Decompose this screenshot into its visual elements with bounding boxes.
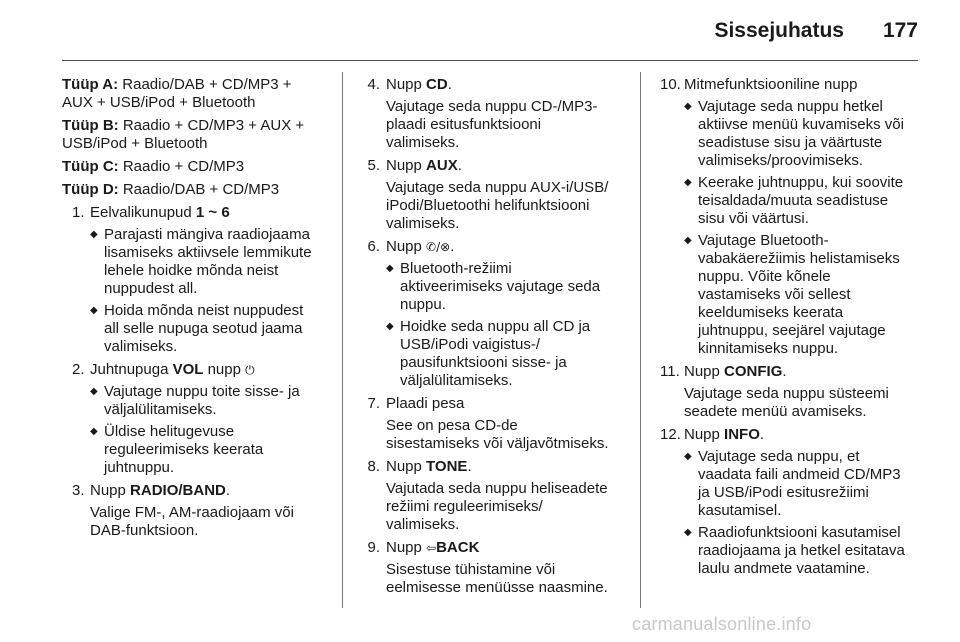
item-body: [684, 426, 922, 578]
column-divider-2: [640, 72, 641, 608]
description-line: DAB-funktsioon.: [90, 522, 199, 539]
bullet-line: lehele hoidke mõnda neist: [104, 262, 279, 279]
description-line: valimiseks.: [386, 516, 460, 533]
item-text: Eelvalikunupud: [90, 204, 196, 221]
bullet-text: [104, 423, 338, 477]
bullet-item: [684, 232, 922, 358]
bullet-item: [684, 98, 922, 170]
description-line: seadete menüü avamiseks.: [684, 403, 867, 420]
bullet-line: keeldumiseks keerata: [698, 304, 844, 321]
bullet-line: all selle nupuga seotud jaama: [104, 320, 303, 337]
type-entry: [62, 158, 338, 176]
bullet-line: Vajutage Bluetooth-: [698, 232, 829, 249]
item-body: [386, 76, 628, 152]
button-name: BACK: [436, 539, 480, 556]
list-item: [660, 363, 922, 421]
list-item: [72, 361, 338, 477]
item-text: .: [447, 76, 452, 93]
bullet-line: väljalülitamiseks.: [400, 372, 513, 389]
diamond-bullet-icon: ◆: [386, 263, 394, 274]
description-line: valimiseks.: [386, 215, 460, 232]
type-entry: [62, 117, 338, 153]
bullet-line: seadistuse sisu ja väärtuste: [698, 134, 883, 151]
column-divider-1: [342, 72, 343, 608]
item-number: 2.: [72, 361, 85, 378]
item-text: Plaadi pesa: [386, 395, 465, 412]
description-line: sisestamiseks või väljavõtmiseks.: [386, 435, 609, 452]
control-list-1: [62, 204, 338, 540]
item-number: 3.: [72, 482, 85, 499]
item-text: Nupp: [90, 482, 131, 499]
description-line: valimiseks.: [386, 134, 460, 151]
bullet-line: Hoida mõnda neist nuppudest: [104, 302, 304, 319]
bullet-line: USB/iPodi vaigistus-/: [400, 336, 541, 353]
item-text: .: [759, 426, 765, 443]
diamond-bullet-icon: ◆: [684, 451, 692, 462]
button-name: RADIO/BAND: [130, 482, 226, 499]
list-item: [362, 76, 628, 152]
bullet-line: kinnitamiseks nuppu.: [698, 340, 839, 357]
type-line: USB/iPod + Bluetooth: [62, 135, 208, 152]
item-body: [386, 395, 628, 453]
bullet-text: [400, 260, 628, 314]
item-body: [90, 482, 338, 540]
bullet-line: nuppu.: [400, 296, 446, 313]
bullet-line: sisu või väärtusi.: [698, 210, 809, 227]
item-heading: [90, 482, 338, 500]
description-line: Vajutage seda nuppu CD-/MP3-: [386, 98, 598, 115]
item-heading: [684, 363, 922, 381]
type-line: Raadio/DAB + CD/MP3: [122, 181, 280, 198]
button-name: TONE: [426, 458, 468, 475]
page-title: Sissejuhatus: [714, 19, 844, 42]
bullet-line: Keerake juhtnuppu, kui soovite: [698, 174, 904, 191]
type-entry: [62, 181, 338, 199]
description-line: plaadi esitusfunktsiooni: [386, 116, 542, 133]
item-number: 8.: [367, 458, 380, 475]
item-text: .: [467, 458, 472, 475]
bullet-line: valimiseks/proovimiseks.: [698, 152, 864, 169]
item-body: [386, 539, 628, 597]
button-name: CD: [426, 76, 448, 93]
item-text: Nupp: [684, 363, 725, 380]
type-line: AUX + USB/iPod + Bluetooth: [62, 94, 256, 111]
item-number: 5.: [367, 157, 380, 174]
description-line: Vajutage seda nuppu AUX-i/USB/: [386, 179, 609, 196]
item-heading: [386, 238, 628, 256]
column-2: [362, 76, 628, 602]
list-item: [362, 238, 628, 390]
item-heading: [386, 395, 628, 413]
item-number: 9.: [367, 539, 380, 556]
type-entry: [62, 76, 338, 112]
item-description: [386, 561, 628, 597]
diamond-bullet-icon: ◆: [90, 305, 98, 316]
item-body: [90, 204, 338, 356]
button-name: CONFIG: [724, 363, 783, 380]
item-body: [684, 76, 922, 358]
bullet-item: [386, 260, 628, 314]
bullet-line: nuppudest all.: [104, 280, 198, 297]
diamond-bullet-icon: ◆: [90, 386, 98, 397]
bullet-text: [698, 232, 922, 358]
item-number: 6.: [367, 238, 380, 255]
item-description: [386, 179, 628, 233]
list-item: [362, 539, 628, 597]
bullet-line: raadiojaama ja hetkel esitatava: [698, 542, 905, 559]
type-line: Raadio + CD/MP3: [122, 158, 245, 175]
list-item: [660, 426, 922, 578]
description-line: režiimi reguleerimiseks/: [386, 498, 543, 515]
item-text: Mitmefunktsiooniline nupp: [684, 76, 858, 93]
description-line: Sisestuse tühistamine või: [386, 561, 556, 578]
bullet-text: [698, 98, 922, 170]
phone-mute-icon: ✆/⊗: [426, 240, 451, 254]
button-name: AUX: [426, 157, 458, 174]
item-number: 10.: [660, 76, 681, 93]
item-body: [386, 238, 628, 390]
item-body: [386, 157, 628, 233]
item-text: .: [450, 238, 455, 255]
type-line: Raadio + CD/MP3 + AUX +: [122, 117, 305, 134]
diamond-bullet-icon: ◆: [684, 177, 692, 188]
bullet-line: reguleerimiseks keerata: [104, 441, 264, 458]
list-item: [362, 395, 628, 453]
bullet-item: [684, 448, 922, 520]
item-text: nupp: [203, 361, 246, 378]
diamond-bullet-icon: ◆: [684, 527, 692, 538]
column-3: [660, 76, 922, 583]
bullet-line: vastamiseks või sellest: [698, 286, 851, 303]
type-label: Tüüp C:: [62, 158, 119, 175]
item-text: Nupp: [386, 238, 427, 255]
item-text: Nupp: [386, 458, 427, 475]
description-line: iPodi/Bluetoothi helifunktsiooni: [386, 197, 590, 214]
bullet-text: [104, 302, 338, 356]
item-number: 1.: [72, 204, 85, 221]
item-text: Nupp: [386, 76, 427, 93]
header-divider: [62, 60, 918, 61]
item-text: Juhtnupuga: [90, 361, 173, 378]
item-text: .: [457, 157, 462, 174]
power-icon: ⏻: [245, 363, 255, 377]
bullet-item: [90, 302, 338, 356]
item-description: [684, 385, 922, 421]
list-item: [72, 204, 338, 356]
diamond-bullet-icon: ◆: [90, 426, 98, 437]
bullet-line: ja USB/iPodi esitusrežiimi: [698, 484, 869, 501]
item-description: [90, 504, 338, 540]
back-arrow-icon: ⇦: [426, 541, 437, 555]
bullet-text: [400, 318, 628, 390]
item-text: Nupp: [684, 426, 725, 443]
bullet-line: juhtnuppu, seejärel vajutage: [698, 322, 886, 339]
bullet-line: vaadata faili andmeid CD/MP3: [698, 466, 901, 483]
description-line: Vajutage seda nuppu süsteemi: [684, 385, 889, 402]
bullet-line: kasutamisel.: [698, 502, 782, 519]
bullet-line: valimiseks.: [104, 338, 178, 355]
page-header: [62, 18, 918, 46]
bullet-line: aktiveerimiseks vajutage seda: [400, 278, 601, 295]
list-item: [660, 76, 922, 358]
list-item: [362, 458, 628, 534]
bullet-line: Vajutage nuppu toite sisse- ja: [104, 383, 300, 400]
item-heading: [684, 426, 922, 444]
bullet-line: Vajutage seda nuppu, et: [698, 448, 860, 465]
type-label: Tüüp A:: [62, 76, 119, 93]
item-description: [386, 480, 628, 534]
item-description: [386, 98, 628, 152]
diamond-bullet-icon: ◆: [684, 235, 692, 246]
bullet-line: teisaldada/muuta seadistuse: [698, 192, 889, 209]
button-name: VOL: [172, 361, 204, 378]
bullet-line: pausifunktsiooni sisse- ja: [400, 354, 567, 371]
bullet-text: [698, 174, 922, 228]
bullet-text: [104, 383, 338, 419]
bullet-line: aktiivse menüü kuvamiseks või: [698, 116, 904, 133]
type-label: Tüüp D:: [62, 181, 119, 198]
item-text: .: [782, 363, 787, 380]
bullet-line: Bluetooth-režiimi: [400, 260, 512, 277]
item-heading: [90, 204, 338, 222]
item-heading: [386, 458, 628, 476]
button-name: 1 ~ 6: [195, 204, 230, 221]
bullet-text: [104, 226, 338, 298]
item-heading: [684, 76, 922, 94]
bullet-line: vabakäerežiimis helistamiseks: [698, 250, 900, 267]
diamond-bullet-icon: ◆: [684, 101, 692, 112]
list-item: [72, 482, 338, 540]
item-number: 4.: [367, 76, 380, 93]
item-body: [386, 458, 628, 534]
bullet-item: [386, 318, 628, 390]
bullet-line: nuppu. Võite kõnele: [698, 268, 831, 285]
item-body: [684, 363, 922, 421]
control-list-3: [660, 76, 922, 578]
radio-type-list: [62, 76, 338, 199]
item-text: Nupp: [386, 157, 427, 174]
item-heading: [386, 157, 628, 175]
bullet-item: [90, 226, 338, 298]
item-number: 11.: [660, 363, 680, 380]
description-line: eelmisesse menüüsse naasmine.: [386, 579, 608, 596]
description-line: Vajutada seda nuppu heliseadete: [386, 480, 608, 497]
item-text: .: [225, 482, 231, 499]
bullet-line: juhtnuppu.: [104, 459, 175, 476]
watermark: carmanualsonline.info: [632, 614, 812, 634]
bullet-item: [90, 383, 338, 419]
bullet-line: Parajasti mängiva raadiojaama: [104, 226, 310, 243]
item-heading: [386, 539, 628, 557]
bullet-item: [684, 524, 922, 578]
bullet-line: Vajutage seda nuppu hetkel: [698, 98, 883, 115]
bullet-text: [698, 448, 922, 520]
bullet-line: Üldise helitugevuse: [104, 423, 235, 440]
item-description: [386, 417, 628, 453]
bullet-item: [684, 174, 922, 228]
item-number: 7.: [367, 395, 380, 412]
control-list-2: [362, 76, 628, 597]
button-name: INFO: [724, 426, 760, 443]
item-number: 12.: [660, 426, 681, 443]
page-number: 177: [882, 19, 918, 42]
item-body: [90, 361, 338, 477]
item-heading: [386, 76, 628, 94]
description-line: Valige FM-, AM-raadiojaam või: [90, 504, 294, 521]
diamond-bullet-icon: ◆: [386, 321, 394, 332]
bullet-item: [90, 423, 338, 477]
bullet-line: Raadiofunktsiooni kasutamisel: [698, 524, 901, 541]
diamond-bullet-icon: ◆: [90, 229, 98, 240]
bullet-text: [698, 524, 922, 578]
column-1: [62, 76, 338, 545]
type-label: Tüüp B:: [62, 117, 119, 134]
bullet-line: väljalülitamiseks.: [104, 401, 217, 418]
type-line: Raadio/DAB + CD/MP3 +: [122, 76, 292, 93]
item-heading: [90, 361, 338, 379]
list-item: [362, 157, 628, 233]
description-line: See on pesa CD-de: [386, 417, 518, 434]
item-text: Nupp: [386, 539, 427, 556]
bullet-line: lisamiseks aktiivsele lemmikute: [104, 244, 312, 261]
bullet-line: laulu andmete vaatamine.: [698, 560, 870, 577]
bullet-line: Hoidke seda nuppu all CD ja: [400, 318, 591, 335]
